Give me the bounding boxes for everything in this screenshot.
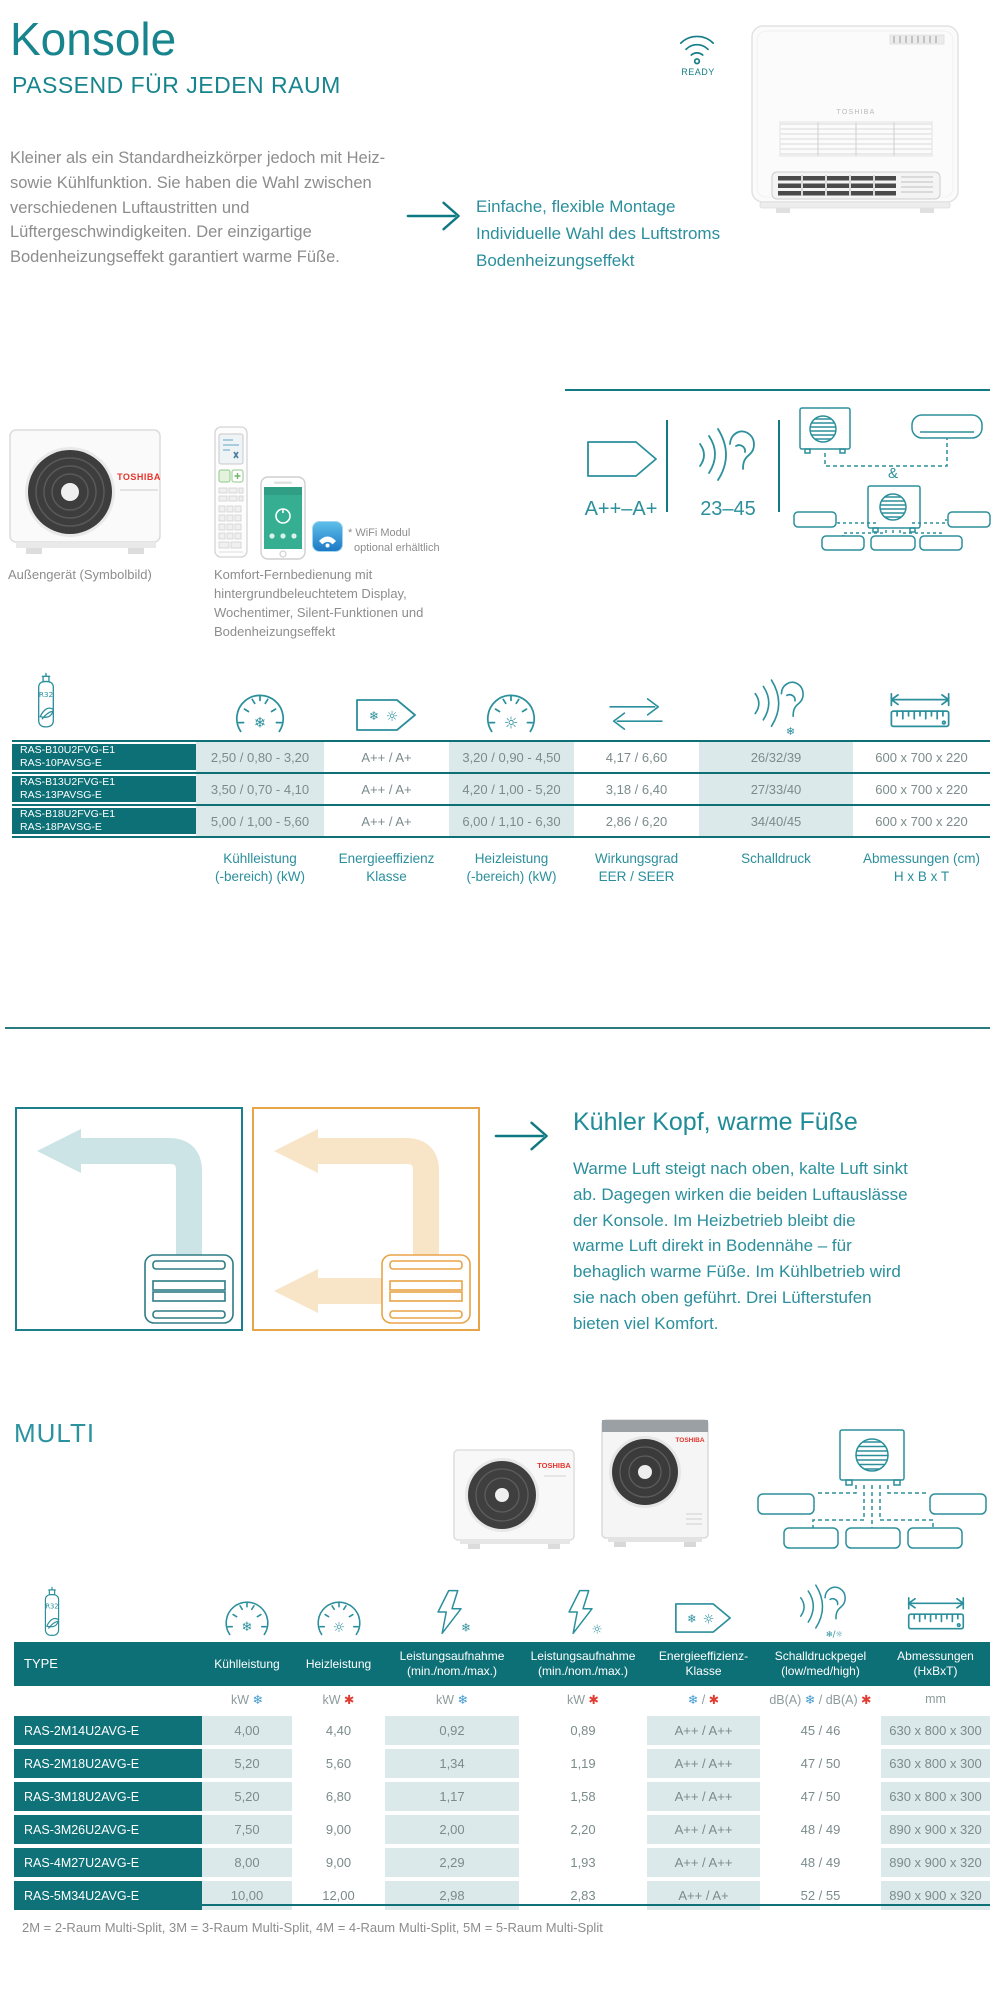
sound-cell: 47 / 50 <box>800 1789 841 1804</box>
sound-level-range: 23–45 <box>700 498 756 520</box>
dims-cell: 600 x 700 x 220 <box>875 781 968 797</box>
energy-class-range: A++–A+ <box>584 498 658 520</box>
header-type: TYPE <box>24 1655 58 1671</box>
wifi-note-line1: * WiFi Modul <box>348 527 411 539</box>
dims-cell: 890 x 900 x 320 <box>881 1815 990 1844</box>
highlights-list <box>476 194 720 275</box>
outdoor-unit-caption: Außengerät (Symbolbild) <box>8 567 152 582</box>
table-row <box>12 774 990 806</box>
power-cool-cell: 1,17 <box>385 1782 519 1811</box>
highlight-item: Einfache, flexible Montage <box>476 197 676 216</box>
svg-text:❄: ❄ <box>785 725 795 739</box>
wifi-note-line2: optional erhältlich <box>354 541 440 554</box>
sound-cell: 52 / 55 <box>800 1888 841 1903</box>
header-power-cool: Leistungsaufnahme (min./nom./max.) <box>399 1649 505 1678</box>
cool-airflow-diagram <box>15 1107 243 1331</box>
single-split-table <box>12 740 990 838</box>
svg-text:❄: ❄ <box>687 1612 697 1626</box>
svg-text:TOSHIBA: TOSHIBA <box>675 1437 705 1444</box>
remote-control-image <box>214 426 248 558</box>
heating-cell: 6,00 / 1,10 - 6,30 <box>449 806 574 836</box>
sound-cell: 27/33/40 <box>699 774 853 804</box>
unit-power-cool: kW ❄ <box>435 1692 469 1707</box>
power-heat-cell: 2,20 <box>570 1822 596 1837</box>
sound-level-icon <box>692 426 756 488</box>
cooling-cell: 2,50 / 0,80 - 3,20 <box>196 742 324 772</box>
svg-text:❄: ❄ <box>461 1620 471 1635</box>
power-heat-cell: 1,58 <box>570 1789 596 1804</box>
strip-divider <box>778 420 780 512</box>
section-arrow-icon <box>494 1118 556 1154</box>
heating-cell: 4,20 / 1,00 - 5,20 <box>449 774 574 804</box>
heating-cell: 4,40 <box>325 1723 352 1738</box>
warm-airflow-diagram <box>252 1107 480 1331</box>
page-title: Konsole <box>10 13 177 65</box>
remote-caption: Komfort-Fernbedienung mit hintergrundbeleuchtetem Display, Wochentimer, Silent-Funktionen und Bodenheizungseffekt <box>214 567 424 639</box>
energy-class-icon <box>355 698 417 732</box>
power-cool-cell: 2,00 <box>385 1815 519 1844</box>
table-row <box>14 1749 990 1778</box>
heating-capacity-icon <box>313 1598 365 1638</box>
energy-cell: A++ / A+ <box>361 749 412 765</box>
model-cell: RAS-5M34U2AVG-E <box>14 1881 202 1910</box>
dimensions-icon <box>888 692 952 734</box>
r32-refrigerant-icon <box>34 1586 70 1640</box>
svg-text:☼: ☼ <box>591 1622 603 1637</box>
table-row <box>14 1782 990 1811</box>
multi-table <box>14 1642 990 1910</box>
svg-text:TOSHIBA: TOSHIBA <box>537 1461 571 1470</box>
highlight-item: Individuelle Wahl des Luftstroms <box>476 223 721 243</box>
heating-cell: 6,80 <box>325 1789 352 1804</box>
power-heat-cell: 2,83 <box>570 1888 596 1903</box>
svg-text:☼: ☼ <box>702 1612 715 1628</box>
model-cell: RAS-3M26U2AVG-E <box>14 1815 202 1844</box>
sound-pressure-icon <box>794 1584 846 1640</box>
cooling-cell: 5,20 <box>202 1782 292 1811</box>
caption-energy: Energieeffizienz Klasse <box>338 851 435 884</box>
model-cell: RAS-2M14U2AVG-E <box>14 1716 202 1745</box>
dims-cell: 890 x 900 x 320 <box>881 1848 990 1877</box>
model-cell: RAS-B13U2FVG-E1 RAS-13PAVSG-E <box>12 776 196 802</box>
sound-cell: 45 / 46 <box>800 1723 841 1738</box>
svg-text:❄: ❄ <box>368 709 380 723</box>
svg-text:❄: ❄ <box>253 715 267 732</box>
unit-energy: ❄ / ✱ <box>687 1692 720 1707</box>
caption-heating: Heizleistung (-bereich) (kW) <box>466 851 557 884</box>
airflow-paragraph: Warme Luft steigt nach oben, kalte Luft sinkt ab. Dagegen wirken die beiden Luftauslässe der Konsole. Im Heizbetrieb bleibt die warme Luft direkt in Bodennähe – für behaglich warme Füße. Im Kühlbetrieb wird sie nach oben geführt. Drei Lüfterstufen bieten viel Komfort. <box>573 1159 908 1333</box>
wifi-icon <box>672 26 724 66</box>
cooling-cell: 8,00 <box>202 1848 292 1877</box>
multi-table-bottom-border <box>14 1904 990 1906</box>
svg-text:☼: ☼ <box>503 713 519 733</box>
power-input-heating-icon <box>560 1586 606 1638</box>
highlight-item: Bodenheizungseffekt <box>476 250 635 270</box>
sound-cell: 48 / 49 <box>800 1855 841 1870</box>
energy-cell: A++ / A++ <box>647 1716 760 1745</box>
heating-cell: 9,00 <box>325 1822 352 1837</box>
dims-cell: 630 x 800 x 300 <box>881 1716 990 1745</box>
power-cool-cell: 2,98 <box>385 1881 519 1910</box>
svg-text:☼: ☼ <box>385 709 399 725</box>
header-cooling: Kühlleistung <box>214 1656 280 1671</box>
power-heat-cell: 1,93 <box>570 1855 596 1870</box>
energy-cell: A++ / A+ <box>361 813 412 829</box>
eer-seer-cell: 2,86 / 6,20 <box>605 813 668 829</box>
energy-cell: A++ / A++ <box>647 1749 760 1778</box>
r32-refrigerant-icon <box>26 672 66 732</box>
svg-text:TOSHIBA: TOSHIBA <box>836 109 876 116</box>
header-dims: Abmessungen (HxBxT) <box>897 1649 974 1678</box>
heating-capacity-icon <box>482 690 540 736</box>
header-energy: Energieeffizienz- Klasse <box>658 1649 749 1678</box>
dimensions-icon <box>906 1596 966 1636</box>
energy-label-icon <box>584 438 658 480</box>
energy-cell: A++ / A++ <box>647 1815 760 1844</box>
dims-cell: 600 x 700 x 220 <box>875 749 968 765</box>
table-row <box>14 1848 990 1877</box>
power-input-cooling-icon <box>429 1586 475 1638</box>
cooling-cell: 10,00 <box>202 1881 292 1910</box>
amp-glyph: & <box>887 465 899 482</box>
dims-cell: 630 x 800 x 300 <box>881 1749 990 1778</box>
header-sound: Schalldruckpegel (low/med/high) <box>774 1649 867 1678</box>
model-cell: RAS-3M18U2AVG-E <box>14 1782 202 1811</box>
caption-dims: Abmessungen (cm) H x B x T <box>862 851 981 884</box>
unit-heating: kW ✱ <box>322 1692 355 1707</box>
intro-paragraph: Kleiner als ein Standardheizkörper jedoch mit Heiz- sowie Kühlfunktion. Sie haben die Wahl zwischen verschiedenen Luftaustritten und Lüftergeschwindigkeiten. Der einzigartige Bodenheizungseffekt garantiert warme Füße. <box>10 149 386 266</box>
multi-split-diagram <box>756 1428 988 1562</box>
model-cell: RAS-2M18U2AVG-E <box>14 1749 202 1778</box>
cooling-cell: 7,50 <box>202 1815 292 1844</box>
energy-cell: A++ / A+ <box>647 1881 760 1910</box>
table-row <box>12 742 990 774</box>
multi-table-units-row <box>14 1686 990 1712</box>
eer-seer-icon <box>603 694 669 734</box>
header-heating: Heizleistung <box>305 1656 372 1671</box>
cooling-cell: 3,50 / 0,70 - 4,10 <box>196 774 324 804</box>
svg-text:❄/☼: ❄/☼ <box>825 1629 843 1640</box>
model-cell: RAS-B10U2FVG-E1 RAS-10PAVSG-E <box>12 744 196 770</box>
caption-cooling: Kühlleistung (-bereich) (kW) <box>215 851 305 884</box>
eer-seer-cell: 4,17 / 6,60 <box>605 749 668 765</box>
power-heat-cell: 1,19 <box>570 1756 596 1771</box>
multi-title: MULTI <box>14 1418 96 1448</box>
sound-cell: 34/40/45 <box>699 806 853 836</box>
power-cool-cell: 2,29 <box>385 1848 519 1877</box>
sound-cell: 48 / 49 <box>800 1822 841 1837</box>
model-cell: RAS-B18U2FVG-E1 RAS-18PAVSG-E <box>12 808 196 834</box>
cooling-capacity-icon <box>221 1598 273 1638</box>
svg-text:☼: ☼ <box>332 1619 346 1636</box>
energy-class-icon <box>674 1602 732 1634</box>
wifi-module-note <box>348 526 440 556</box>
dims-cell: 630 x 800 x 300 <box>881 1782 990 1811</box>
split-combination-diagram <box>792 402 992 554</box>
cooling-cell: 5,20 <box>202 1749 292 1778</box>
sound-pressure-icon <box>748 678 804 740</box>
model-cell: RAS-4M27U2AVG-E <box>14 1848 202 1877</box>
wifi-ready-badge <box>672 26 724 77</box>
svg-text:❄: ❄ <box>241 1620 253 1635</box>
cooling-cell: 5,00 / 1,00 - 5,60 <box>196 806 324 836</box>
feature-divider-line <box>565 389 990 391</box>
sound-cell: 47 / 50 <box>800 1756 841 1771</box>
energy-cell: A++ / A++ <box>647 1782 760 1811</box>
cooling-capacity-icon <box>231 690 289 736</box>
eer-seer-cell: 3,18 / 6,40 <box>605 781 668 797</box>
airflow-heading: Kühler Kopf, warme Füße <box>573 1108 858 1136</box>
caption-sound: Schalldruck <box>741 851 811 866</box>
table-row <box>14 1716 990 1745</box>
section-divider-line <box>5 1027 990 1029</box>
smartphone-app-image <box>260 476 306 560</box>
multi-outdoor-unit-small-image <box>452 1446 582 1550</box>
multi-footnote: 2M = 2-Raum Multi-Split, 3M = 3-Raum Multi-Split, 4M = 4-Raum Multi-Split, 5M = 5-Raum Multi-Split <box>22 1920 603 1935</box>
dims-cell: 890 x 900 x 320 <box>881 1881 990 1910</box>
console-unit-image <box>750 24 962 216</box>
dims-cell: 600 x 700 x 220 <box>875 813 968 829</box>
svg-text:R32: R32 <box>45 1602 59 1611</box>
unit-cooling: kW ❄ <box>230 1692 264 1707</box>
svg-text:R32: R32 <box>38 689 54 699</box>
table-row <box>12 806 990 838</box>
wifi-ready-label: READY <box>681 67 715 77</box>
energy-cell: A++ / A++ <box>647 1848 760 1877</box>
power-cool-cell: 0,92 <box>385 1716 519 1745</box>
outdoor-unit-image <box>8 424 168 558</box>
cooling-cell: 4,00 <box>202 1716 292 1745</box>
heating-cell: 9,00 <box>325 1855 352 1870</box>
heating-cell: 3,20 / 0,90 - 4,50 <box>449 742 574 772</box>
header-power-heat: Leistungsaufnahme (min./nom./max.) <box>530 1649 636 1678</box>
svg-text:TOSHIBA: TOSHIBA <box>117 472 161 482</box>
power-cool-cell: 1,34 <box>385 1749 519 1778</box>
unit-dims: mm <box>925 1692 946 1706</box>
wifi-module-icon <box>312 521 343 552</box>
heating-cell: 5,60 <box>325 1756 352 1771</box>
multi-table-header <box>14 1642 990 1686</box>
table-row <box>14 1815 990 1844</box>
strip-divider <box>666 420 668 512</box>
energy-cell: A++ / A+ <box>361 781 412 797</box>
caption-eer-seer: Wirkungsgrad EER / SEER <box>594 851 679 884</box>
single-table-captions <box>12 850 990 885</box>
highlights-arrow-icon <box>406 198 468 234</box>
page-subtitle: PASSEND FÜR JEDEN RAUM <box>12 72 341 98</box>
multi-outdoor-unit-large-image <box>598 1418 714 1548</box>
unit-power-heat: kW ✱ <box>566 1692 600 1707</box>
unit-sound: dB(A) ❄ / dB(A) ✱ <box>769 1692 872 1707</box>
power-heat-cell: 0,89 <box>570 1723 596 1738</box>
heating-cell: 12,00 <box>322 1888 355 1903</box>
sound-cell: 26/32/39 <box>699 742 853 772</box>
